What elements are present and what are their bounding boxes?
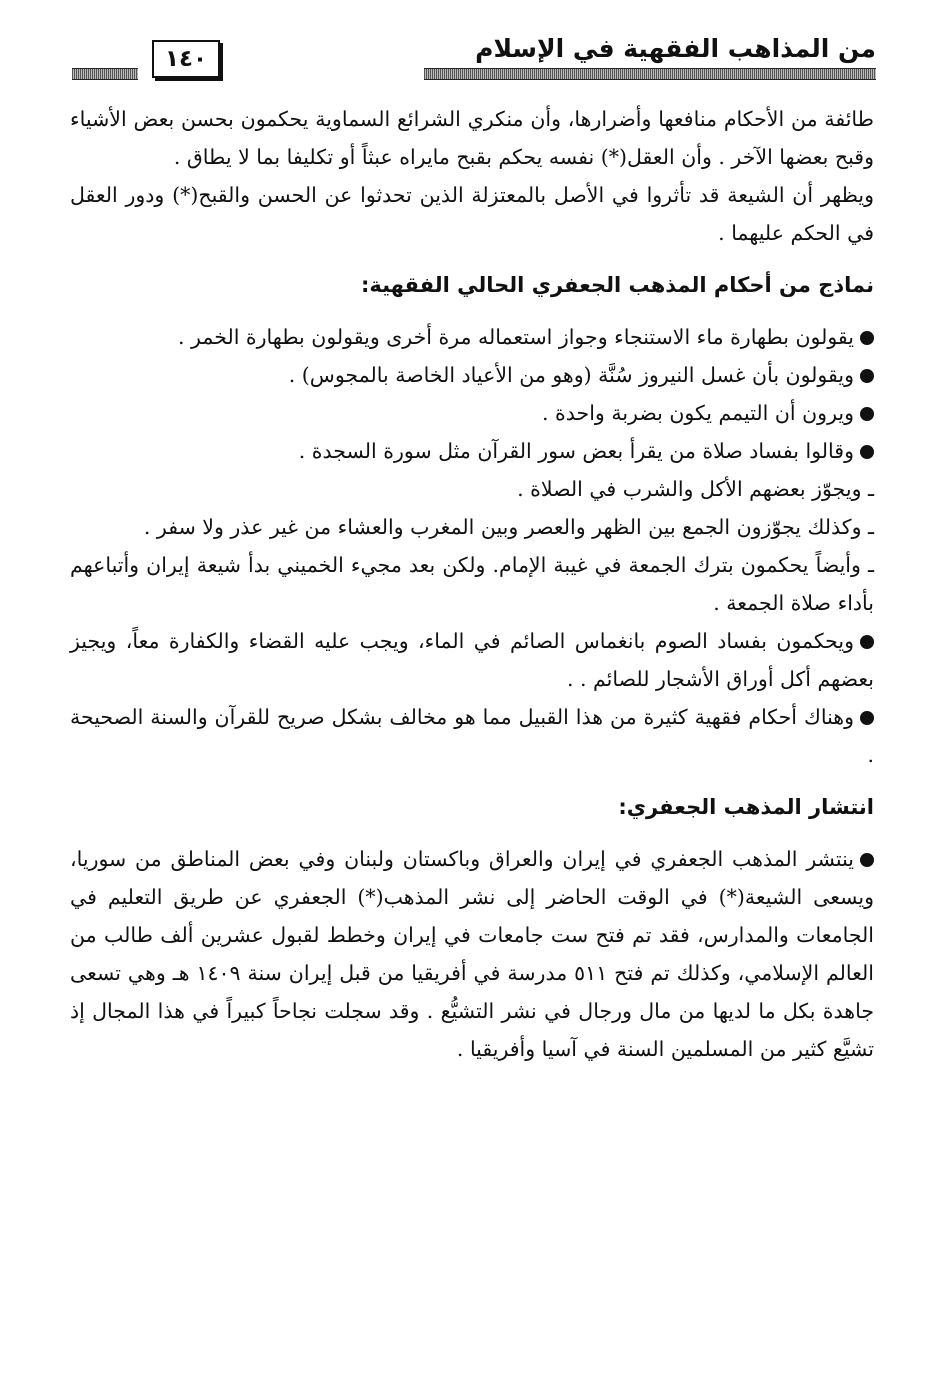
list-item-text: ويرون أن التيمم يكون بضربة واحدة . <box>542 401 854 425</box>
list-item-text: ويحكمون بفساد الصوم بانغماس الصائم في الماء، ويجب عليه القضاء والكفارة معاً، ويجيز بعضهم أكل أوراق الأشجار للصائم . . <box>70 629 874 691</box>
page-header <box>72 30 876 82</box>
list-item <box>70 318 874 356</box>
intro-paragraph-1: طائفة من الأحكام منافعها وأضرارها، وأن منكري الشرائع السماوية يحكمون بحسن بعض الأشياء وقبح بعضها الآخر . وأن العقل(*) نفسه يحكم بقبح مايراه عبثاً أو تكليفا بما لا يطاق . <box>70 107 874 169</box>
bullet-icon <box>860 407 874 421</box>
list-item <box>70 698 874 774</box>
bullet-icon <box>860 445 874 459</box>
list-item-text: ويقولون بأن غسل النيروز سُنَّة (وهو من الأعياد الخاصة بالمجوس) . <box>288 363 854 387</box>
section-heading-fiqh-examples: نماذج من أحكام المذهب الجعفري الحالي الفقهية: <box>360 273 874 297</box>
spacer <box>70 252 874 266</box>
intro-paragraph-2: ويظهر أن الشيعة قد تأثروا في الأصل بالمعتزلة الذين تحدثوا عن الحسن والقبح(*) ودور العقل في الحكم عليهما . <box>70 183 874 245</box>
spacer <box>70 826 874 840</box>
spread-paragraph-text: ينتشر المذهب الجعفري في إيران والعراق وباكستان ولبنان وفي بعض المناطق من سوريا، ويسعى الشيعة(*) في الوقت الحاضر إلى نشر المذهب(*) الجعفري عن طريق التعليم في الجامعات والمدارس، فقد تم فتح ست جامعات في إيران وخطط لقبول عشرين ألف طالب من العالم الإسلامي، وكذلك تم فتح ٥١١ مدرسة في أفريقيا من قبل إيران سنة ١٤٠٩ هـ وهي تسعى جاهدة بكل ما لديها من مال ورجال في نشر التشيُّع . وقد سجلت نجاحاً كبيراً في هذا المجال إذ تشيَّع كثير من المسلمين السنة في آسيا وأفريقيا . <box>70 847 874 1061</box>
list-item <box>70 508 874 546</box>
page-content <box>70 100 874 1068</box>
bullet-icon <box>860 369 874 383</box>
list-item <box>70 470 874 508</box>
list-item <box>70 622 874 698</box>
spacer <box>70 774 874 788</box>
list-item-text: ـ ويجوّز بعضهم الأكل والشرب في الصلاة . <box>517 477 874 501</box>
list-item <box>70 394 874 432</box>
header-rule-left <box>72 68 138 80</box>
bullet-icon <box>860 635 874 649</box>
spacer <box>70 304 874 318</box>
list-item-text: وهناك أحكام فقهية كثيرة من هذا القبيل مما هو مخالف بشكل صريح للقرآن والسنة الصحيحة . <box>70 705 874 767</box>
bullet-icon <box>860 853 874 867</box>
spread-paragraph <box>70 840 874 1068</box>
list-item-text: ـ وأيضاً يحكمون بترك الجمعة في غيبة الإمام. ولكن بعد مجيء الخميني بدأ شيعة إيران وأتباعهم بأداء صلاة الجمعة . <box>70 553 874 615</box>
list-item <box>70 432 874 470</box>
list-item <box>70 546 874 622</box>
list-item <box>70 356 874 394</box>
list-item-text: يقولون بطهارة ماء الاستنجاء وجواز استعماله مرة أخرى ويقولون بطهارة الخمر . <box>178 325 854 349</box>
bullet-icon <box>860 711 874 725</box>
section-heading-spread: انتشار المذهب الجعفري: <box>618 795 874 819</box>
header-rule-right <box>424 68 876 80</box>
list-item-text: ـ وكذلك يجوّزون الجمع بين الظهر والعصر وبين المغرب والعشاء من غير عذر ولا سفر . <box>143 515 874 539</box>
list-item-text: وقالوا بفساد صلاة من يقرأ بعض سور القرآن مثل سورة السجدة . <box>298 439 854 463</box>
running-title: من المذاهب الفقهية في الإسلام <box>475 34 876 63</box>
page-number: ١٤٠ <box>152 40 220 78</box>
bullet-icon <box>860 331 874 345</box>
rulings-list <box>70 318 874 774</box>
